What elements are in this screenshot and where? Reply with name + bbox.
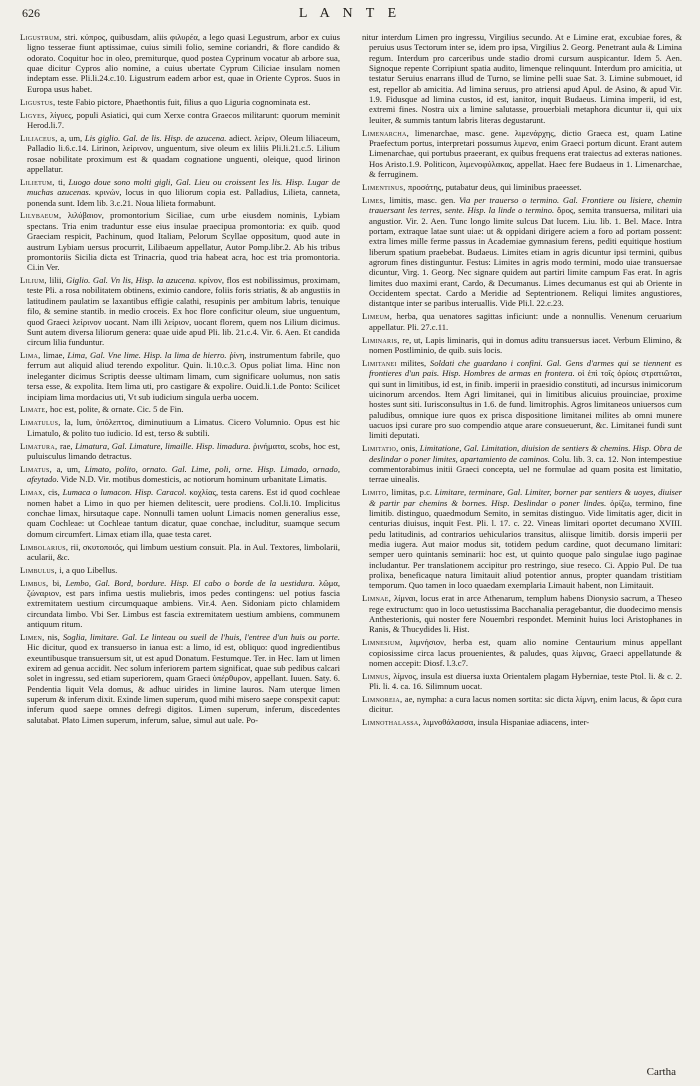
dictionary-entry	[20, 417, 340, 438]
dictionary-entry	[20, 578, 340, 630]
entry-gloss: Lima, Gal. Vne lime. Hisp. la lima de hierro.	[67, 350, 227, 361]
entry-text: ὅρος, semita transuersa, militari uia angustior. Vir. 2. Aen. Tunc longo limite sulcus Dat lucem. Liu. lib. 1. Bel. Mace. Intra portam, extraque latae sunt uiae: ut & oppidani dirigere aciem a foro ad portam possent: extra limes mille ferme passus in Academiae gymnasium ferens, pediti equitique hostium liberum spatium praebebat. Budaeus. Limites etiam in agris dicuntur ipsi termini, quibus agrorum fines distinguntur. Festus: Limites in agris modo termini, modo uiae transuersae dicuntur, Virg. 1. Georg. Nec signare quidem aut partiri limite campum Fas erat. In agris limites duo maximi erant, Cardo, & Decumanus. Limes decumanus est qui ab Oriente in Occidentem spectat. Cardo a Meridie ad Septentrionem. Reliqui limites angustiores, distantque inter se paribus interuallis. Vide Pli.l. 22.c.23.	[369, 205, 682, 309]
entry-headword: Limatura,	[20, 440, 58, 451]
dictionary-entry	[362, 593, 682, 634]
entry-text: λίμνος, insula est diuersa iuxta Orientalem plagam Hyberniae, teste Ptol. li. & c. 2. Pli. li. 4. ca. 16. Silimnum uocat.	[369, 670, 682, 692]
dictionary-entry	[20, 177, 340, 208]
entry-text: Hic dicitur, quod ex transuerso in ianua est: a limo, id est, obliquo: quod ingredientibus exeuntibusque transuersum sit, ut est apud Donatum. Festumque. Ter. in Hec. Iam ut limen exirem ad genua accidit. Nec solum inferiorem partem significat, quae sub pedibus calcari solet in ingressu, sed etiam superiorem, quam Graeci ὑπέρθυρον, appellant. Iuuen. Saty. 6. Pendentia liquit Vela domus, & adhuc uirides in limine lauros. Nam uterque limen superum & inferum dixit. Exinde limen superum, quod mihi misero saepe conspexit caput: inferum quod saepe omnes defregi digitos. Limen superum, inferum, discedentes salutabat. Plato Limen superum, inferum, salue, simul aut uale. Po-	[27, 642, 340, 725]
entry-text: λίγυες, populi Asiatici, qui cum Xerxe contra Graecos militarunt: quorum meminit Herod.li.7.	[27, 109, 340, 130]
dictionary-entry	[20, 542, 340, 563]
entry-headword: Liminaris,	[362, 334, 400, 345]
entry-gloss: Limitatione, Gal. Limitation, diuision de sentiers & chemins. Hisp. Obra de deslindar o poner limites, apartamiento de caminos.	[369, 443, 683, 464]
entry-headword: Limitanei	[362, 357, 397, 368]
entry-text: limae,	[43, 350, 68, 361]
entry-text: a, um,	[60, 132, 85, 143]
entry-headword: Limnothalassa,	[362, 717, 421, 728]
page-number: 626	[22, 6, 40, 20]
dictionary-entry	[20, 565, 340, 575]
entry-gloss: Giglio. Gal. Vn lis, Hisp. la azucena.	[66, 275, 197, 286]
entry-headword: Limbolarius,	[20, 541, 69, 552]
entry-text: Vide N.D. Vir. motibus domesticis, ac notiorum hominum urbanitate Limatis.	[60, 474, 327, 485]
entry-gloss: Lembo, Gal. Bord, bordure. Hisp. El cabo o borde de la uestidura.	[65, 577, 315, 588]
entry-text: ῥινήματα, scobs, hoc est, puluisculus limando detractus.	[27, 440, 341, 461]
entry-text: la, lum, ὑπόλεπτος, diminutiuum a Limatus. Cicero Volumnio. Opus est hic Limatulo, & polito tuo iudicio. Id est, terso & subtili.	[27, 417, 340, 438]
entry-text: προσάτης, putabatur deus, qui liminibus praeesset.	[407, 182, 582, 192]
entry-text: re, ut, Lapis liminaris, qui in domus aditu transuersus iacet. Verbum Elimino, & nomen Postliminio, de quib. suis locis.	[369, 334, 682, 355]
dictionary-entry	[20, 441, 340, 462]
entry-headword: Limentinus,	[362, 182, 406, 192]
dictionary-entry	[362, 717, 682, 727]
entry-text: i, a quo Libellus.	[59, 564, 118, 575]
entry-headword: Limnesium,	[362, 637, 403, 648]
entry-gloss: Lumaca o lumacon. Hisp. Caracol.	[62, 487, 187, 498]
entry-text: λιλύβαιον, promontorium Siciliae, cum urbe eiusdem nominis, Lybiam spectans. Tria enim traduntur esse eius insulae praecipua promontoria: ex quib. quod Graeciam respicit, Pachinum, quod Italiam, Pelorum Scyllae oppositum, quod aute in austrum Lybiam uersus procurrit, Lilibaeum appellatur, Autor Pomp.libr.2. Ab his tribus promontoriis Sicilia dicta est Trinacria, quod tria habeat acra, hoc est tria promontoria. Ci.in Ver.	[27, 210, 340, 273]
dictionary-entry	[20, 464, 340, 485]
entry-headword: Limatus,	[20, 463, 53, 474]
entry-text: adiect. λείριν, Oleum liliaceum, Palladio li.6.c.14. Lirinon, λείρινον, unguentum, sive oleum ex liliis Pli.li.21.c.5. Lilium rosae nobilitate proximum est & quadam cognatione unguenti, oleique, quod lirinon appellatur.	[27, 132, 341, 174]
entry-gloss: Limitare, terminare, Gal. Limiter, borner par sentiers & uoyes, diuiser & partir par chemins & bornes. Hisp. Deslindar o poner lindes.	[369, 487, 683, 508]
dictionary-entry	[20, 97, 340, 107]
entry-text: milites,	[400, 357, 430, 368]
entry-gloss: Luogo doue sono molti gigli, Gal. Lieu ou croissent les lis. Hisp. Lugar de muchas azucenas.	[27, 176, 341, 198]
dictionary-entry	[362, 487, 682, 590]
dictionary-entry	[20, 110, 340, 131]
dictionary-entry	[20, 350, 340, 402]
entry-text: bi,	[52, 577, 66, 588]
dictionary-entry	[20, 275, 340, 347]
dictionary-entry	[20, 32, 340, 94]
entry-headword: Limnae,	[362, 593, 392, 604]
entry-text: stri. κύπρος, quibusdam, aliis φιλυρέα, a lego quasi Legustrum, arbor ex cuius ligno tesserae fiunt aptissimae, cuius simili folio, semine coriandri, & flore candido & odorato. Coquitur hoc in oleo, premiturque, quod postea Cyprinum vocatur ab arbore sua, quae dicitur Cypros alio nomine, a cuius ubertate Cyprum Ciliciae insulam nomen indeptam esse. Pli.li.24.c.10. Ligustrum eadem arbor est, quae in Oriente Cypros. Suos in Europa usus habet.	[27, 32, 340, 94]
entry-text: onis,	[400, 443, 420, 454]
entry-text: nitur interdum Limen pro ingressu, Virgilius secundo. At e Limine erat, excubiae fores, & peruius usus Tectorum inter se, idem pro ipsa, Virgilius 2. Georg. Penetrant aula & Limina regum. Interdum pro carceribus unde stadio dromi cursum auspicantur. Idem 5. Aen. Signoque repente Corripiunt spatia audito, limenque relinquunt. Interdum pro amicitia, ut testatur Seruius enarrans illud de Turno, se limine pelli suae Sat. 3. Limine submouet, id est, repellor ab amicitia. Ad limina seruus, pro atriensi apud Apul. de Asino, & apud Vir. 1.9. Fidusque ad limina custos, id est, ianitor, inquit Budaeus. Limina imperii, id est, extremi fines. Nostra uix a limine salutasse, prouerbiali metaphora dicuntur ii, qui uix leuiter, & summis tantum labris literas degustarunt.	[362, 32, 682, 125]
entry-text: οἱ ἐπὶ τοῖς ὁρίοις στρατιῶται, qui sunt in limitibus, id est, in finib. imperii in praesidio constituti, ad incursus inimicorum uicinorum arcendos. Item Agri limitanei, qui in limitibus alicuius prouinciae, proxime hostes sunt siti. Iurisconsultus in 1.6. de fund. limitrophis. Agros limitaneos uniuersos cum paludibus, omnique iure quos ex prisca dispositione limitanei milites ab omni munere uacuos ipsi curare pro suo compendio atque arare consueuerunt, &c. Limitanei fundi sunt limiti deputati.	[369, 368, 682, 441]
dictionary-entry	[362, 311, 682, 332]
entry-text: λῶμα, ζώναριον, est pars infima uestis muliebris, imos pedes contingens: uel potius fascia extremitatem uestium circumquaque ambiens. Vir.4. Aen. Sidoniam picto chlamidem circundata limbo. Vbi Ser. Limbus est fascia extremitatem uestium ambiens, communem antiquum ritum.	[27, 577, 340, 630]
dictionary-entry	[20, 487, 340, 539]
entry-text: rii, σκυτοποιός, qui limbum uestium consuit. Pla. in Aul. Textores, limbolarii, acularii, &c.	[27, 541, 340, 562]
entry-headword: Limen,	[20, 632, 45, 643]
page-header	[22, 6, 678, 26]
entry-text: ae, nympha: a cura lacus nomen sortita: sic dicta λίμνη, enim lacus, & ὥρα cura dicitur.	[369, 694, 683, 715]
entry-headword: Limenarcha,	[362, 127, 410, 138]
entry-headword: Limito,	[362, 487, 389, 498]
entry-text: ῥίνη, instrumentum fabrile, quo ferrum aut aliquid aliud terendo expolitur. Quin. li.10.c.3. Opus poliat lima. Hinc non ineleganter dicimus Scriptis deesse ultimam limam, cum significare uolumus, non satis tersa esse, & expolita. Item lima uti, pro castigare & expolire. Ouid.li.1.de Ponto: Scilicet incipiam lima mordacius uti, Vt sub iudicium singula uerba uocem.	[27, 350, 340, 402]
entry-headword: Lilybaeum,	[20, 210, 62, 221]
entry-text: lilii,	[49, 275, 67, 286]
entry-text: cis,	[48, 487, 63, 498]
entry-headword: Limnus,	[362, 670, 391, 681]
entry-gloss: Via per trauerso o termino. Gal. Frontiere ou lisiere, chemin trauersant les terres, sente. Hisp. la linde o termino.	[369, 194, 682, 216]
dictionary-entry	[362, 195, 682, 309]
dictionary-entry	[20, 632, 340, 725]
entry-text: teste Fabio pictore, Phaethontis fuit, filius a quo Liguria cognominata est.	[57, 96, 311, 107]
entry-headword: Lilium,	[20, 275, 47, 286]
dictionary-entry	[20, 404, 340, 414]
entry-headword: Ligustrum,	[20, 32, 62, 42]
dictionary-entry	[20, 210, 340, 272]
entry-text: κρινών, locus in quo liliorum copia est. Palladius, Lilieta, canneta, ponenda sunt. Idem lib. 3.c.21. Noua lilieta formabunt.	[27, 187, 340, 208]
entry-text: λίμναι, locus erat in arce Athenarum, templum habens Dionysio sacrum, a Theseo rege extructum: quo in loco uetustissima Bacchanalia peragebantur, die duodecimo mensis Anthesterionis, qui noster fere Nouembri respondet. Meminit huius loci Aristophanes in Ranis, & Thucydides li. Hist.	[369, 593, 682, 635]
entry-headword: Limax,	[20, 487, 46, 498]
entry-text: herba, qua uenatores sagittas inficiunt: unde a nonnullis. Venenum ceruarium appellatur. Pli. 27.c.11.	[369, 311, 682, 332]
dictionary-entry	[362, 358, 682, 441]
entry-headword: Ligyes,	[20, 109, 48, 120]
dictionary-entry	[362, 637, 682, 668]
dictionary-entry	[362, 694, 682, 715]
entry-text: limenarchae, masc. gene. λιμενάρχης, dictio Graeca est, quam Latine Praefectum portus, interpretari possumus λιμενα, enim Graeci portum dicunt. Erant autem Limenarchae, qui portubus praeerant, ex quibus frequens erat traiectus ad exteras nationes. Hos Aristo.1.9. Politicon, λιμενοφύλακας, appellat. Haec fere Budaeus in 1. Limenarchae, & ferruginem.	[369, 127, 682, 180]
entry-headword: Limes,	[362, 194, 386, 205]
dictionary-entry	[362, 671, 682, 692]
entry-gloss: Limato, polito, ornato. Gal. Lime, poli, orne. Hisp. Limado, ornado, afeytado.	[27, 463, 340, 485]
left-column	[20, 32, 340, 728]
entry-text: ti,	[58, 176, 69, 187]
entry-text: a, um,	[56, 463, 85, 474]
catchword: Cartha	[646, 1066, 676, 1078]
entry-headword: Liliaceus,	[20, 132, 58, 143]
dictionary-entry	[20, 133, 340, 174]
dictionary-entry	[362, 128, 682, 180]
entry-headword: Lima,	[20, 350, 41, 361]
right-column	[362, 32, 682, 730]
dictionary-entry	[362, 335, 682, 356]
entry-text: κρίνον, flos est nobilissimus, proximam, teste Pli. a rosa nobilitatem obtinens, eximio candore, foliis foris striatis, & ab angustiis in latitudinem paulatim se laxantibus effigie calathi, resupinis per ambitum labris, tenuique filo, & semine stantib. in medio croceis. Ex hoc flore conficitur oleum, siue unguentum, quod Graeci λείρινον uocant. Nam illi λείριον, uocant florem, quem nos Lilium dicimus. Sunt autem diversa liliorum genera: quae uide apud Pli. lib. 21.c.4. Vir. 6. Aen. Et candida circum lilia funduntur.	[27, 275, 340, 348]
entry-gloss: Soldati che guardano i confini. Gal. Gens d'armes qui se tiennent es frontieres d'un pais. Hisp. Hombres de armas en frontera.	[369, 357, 682, 379]
entry-headword: Limeum,	[362, 311, 393, 322]
entry-text: λιμνοθάλασσα, insula Hispaniae adiacens, inter-	[423, 717, 590, 728]
dictionary-entry	[362, 32, 682, 125]
entry-headword: Limate,	[20, 404, 48, 415]
entry-text: limitis, masc. gen.	[389, 194, 460, 205]
entry-text: ὁρίζω, termino, fine limitib. distinguo, quaedmodum Semito, in semitas distinguo. Vide limitatis ager, dicit in centurias diuisus, inquit Fest. Pli. l. 17. c. 22. Vineas limitari oportet decumano XVIII. pedu latitudinis, ad contrarios uehicularios transitus, aliisque limitib. dorsis imperii per media iugera. Aut maior modus sit, totidem pedum cardine, quot decumano limitari: semper uero quintanis seminarii: hoc est, ut quinto quoque palo singulae iugo paginae includantur. Per translationem accipitur pro restringo, siue reseco. Ci. Appio Pul. De tua prolixa, beneficaque natura limitauit aliud potentior annus, propter quandam tristitiam temporum. Quo tamen in loco quaedam exemplaria Limauit habent, non Limitauit.	[369, 497, 682, 591]
entry-gloss: Limatura, Gal. Limature, limaille. Hisp. limadura.	[75, 440, 251, 451]
entry-headword: Limnoreia,	[362, 694, 403, 705]
entry-text: nis,	[47, 632, 63, 643]
entry-gloss: Soglia, limitare. Gal. Le linteau ou sueil de l'huis, l'entree d'un huis ou porte.	[62, 632, 340, 643]
entry-gloss: Lis giglio. Gal. de lis. Hisp. de azucena.	[84, 132, 227, 143]
entry-text: λιμνήσιον, herba est, quam alio nomine Centaurium minus appellant copiosissime circa lacus prouenientes, & paludes, quas λίμνας, Graeci appellatunde & nomen accepit: Diosf. l.3.c7.	[369, 637, 682, 668]
entry-headword: Limatulus,	[20, 417, 61, 428]
entry-headword: Limitatio,	[362, 443, 399, 454]
dictionary-entry	[362, 182, 682, 192]
entry-text: limitas, p.c.	[391, 487, 435, 498]
dictionary-entry	[362, 443, 682, 484]
entry-headword: Limbulus,	[20, 564, 58, 575]
entry-text: hoc est, polite, & ornate. Cic. 5 de Fin.	[50, 404, 184, 415]
entry-headword: Limbus,	[20, 577, 49, 588]
running-title: L A N T E	[298, 6, 402, 21]
entry-headword: Ligustus,	[20, 96, 56, 107]
entry-text: κοχλίας, testa carens. Est id quod cochleae nomen habet a Limo in quo per hiemen delitescit, uere prodiens. Col.li.10. Implicitus conchae limax, hirsutaque cape. Nonnulli tamen uolunt Limacis nomen generalius esse, quam Cochleae: ut Cochleae tantum dicatur, quae conchae, includitur, suamque secum domum circumfert. Limax etiam illa, quae testa caret.	[27, 487, 341, 539]
entry-headword: Lilietum,	[20, 176, 55, 187]
entry-text: Colu. lib. 3. ca. 12. Non intempestiue commentorabimus initii Graeci concepta, uel ne formulae ad quam posita est limitatio, terrae uinealis.	[369, 453, 682, 485]
entry-text: rae,	[59, 440, 76, 451]
